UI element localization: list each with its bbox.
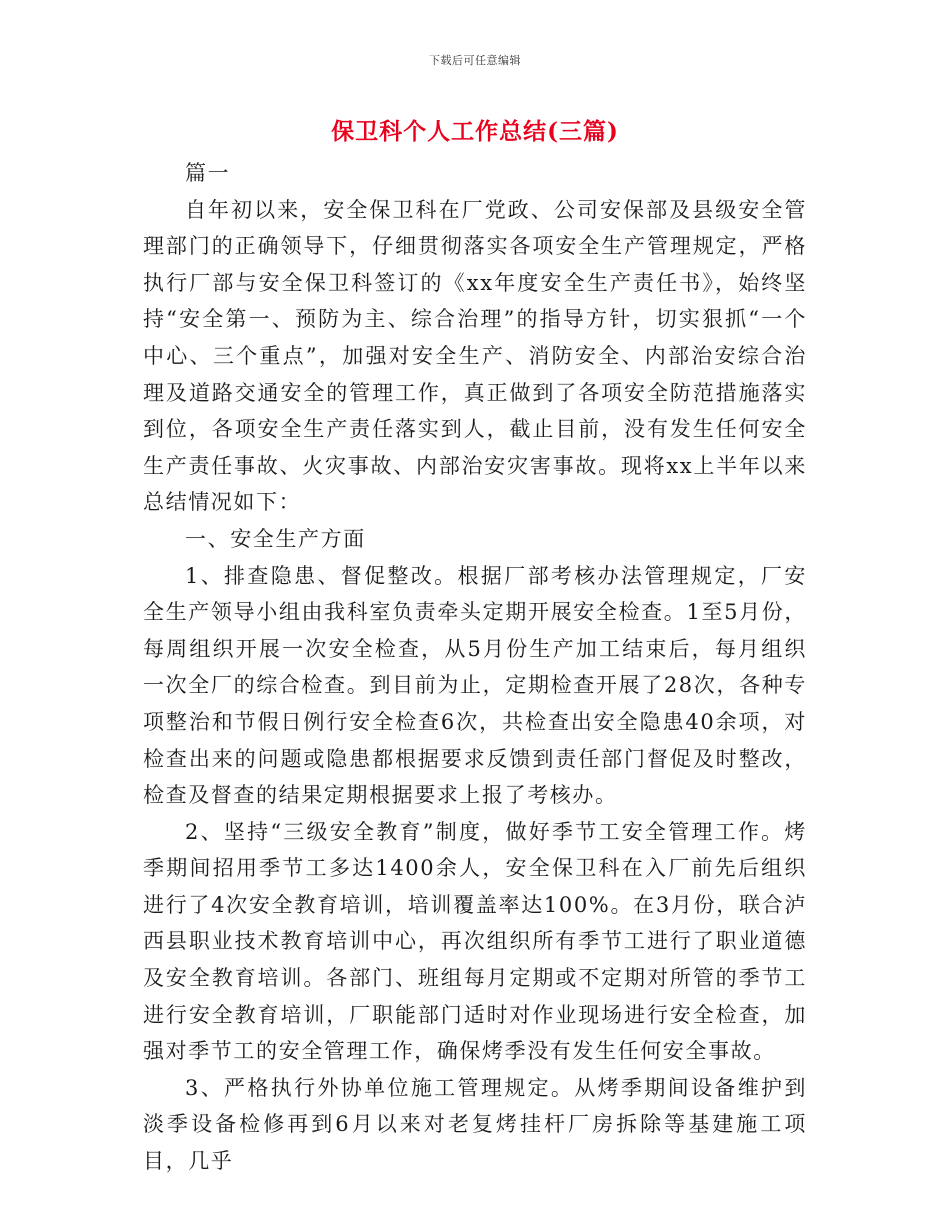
paragraph-item-2: 2、坚持“三级安全教育”制度，做好季节工安全管理工作。烤季期间招用季节工多达1400余人，安全保卫科在入厂前先后组织进行了4次安全教育培训，培训覆盖率达100%。在3月份，联合泸西县职业技术教育培训中心，再次组织所有季节工进行了职业道德及安全教育培训。各部门、班组每月定期或不定期对所管的季节工进行安全教育培训，厂职能部门适时对作业现场进行安全检查，加强对季节工的安全管理工作，确保烤季没有发生任何安全事故。 — [143, 819, 807, 1064]
paragraph-item-3: 3、严格执行外协单位施工管理规定。从烤季期间设备维护到淡季设备检修再到6月以来对老复烤挂杆厂房拆除等基建施工项目，几乎 — [143, 1075, 807, 1174]
document-body — [143, 155, 807, 1180]
section-heading-part-one: 篇一 — [185, 161, 231, 185]
header-note: 下载后可任意编辑 — [429, 54, 521, 67]
paragraph-item-1: 1、排查隐患、督促整改。根据厂部考核办法管理规定，厂安全生产领导小组由我科室负责牵头定期开展安全检查。1至5月份，每周组织开展一次安全检查，从5月份生产加工结束后，每月组织一次全厂的综合检查。到目前为止，定期检查开展了28次，各种专项整治和节假日例行安全检查6次，共检查出安全隐患40余项，对检查出来的问题或隐患都根据要求反馈到责任部门督促及时整改，检查及督查的结果定期根据要求上报了考核办。 — [143, 563, 807, 808]
section-heading-safety-production: 一、安全生产方面 — [185, 526, 366, 551]
document-title: 保卫科个人工作总结(三篇) — [331, 118, 619, 145]
intro-paragraph: 自年初以来，安全保卫科在厂党政、公司安保部及县级安全管理部门的正确领导下，仔细贯彻落实各项安全生产管理规定，严格执行厂部与安全保卫科签订的《xx年度安全生产责任书》，始终坚持“安全第一、预防为主、综合治理”的指导方针，切实狠抓“一个中心、三个重点”，加强对安全生产、消防安全、内部治安综合治理及道路交通安全的管理工作，真正做到了各项安全防范措施落实到位，各项安全生产责任落实到人，截止目前，没有发生任何安全生产责任事故、火灾事故、内部治安灾害事故。现将xx上半年以来总结情况如下： — [143, 197, 807, 515]
